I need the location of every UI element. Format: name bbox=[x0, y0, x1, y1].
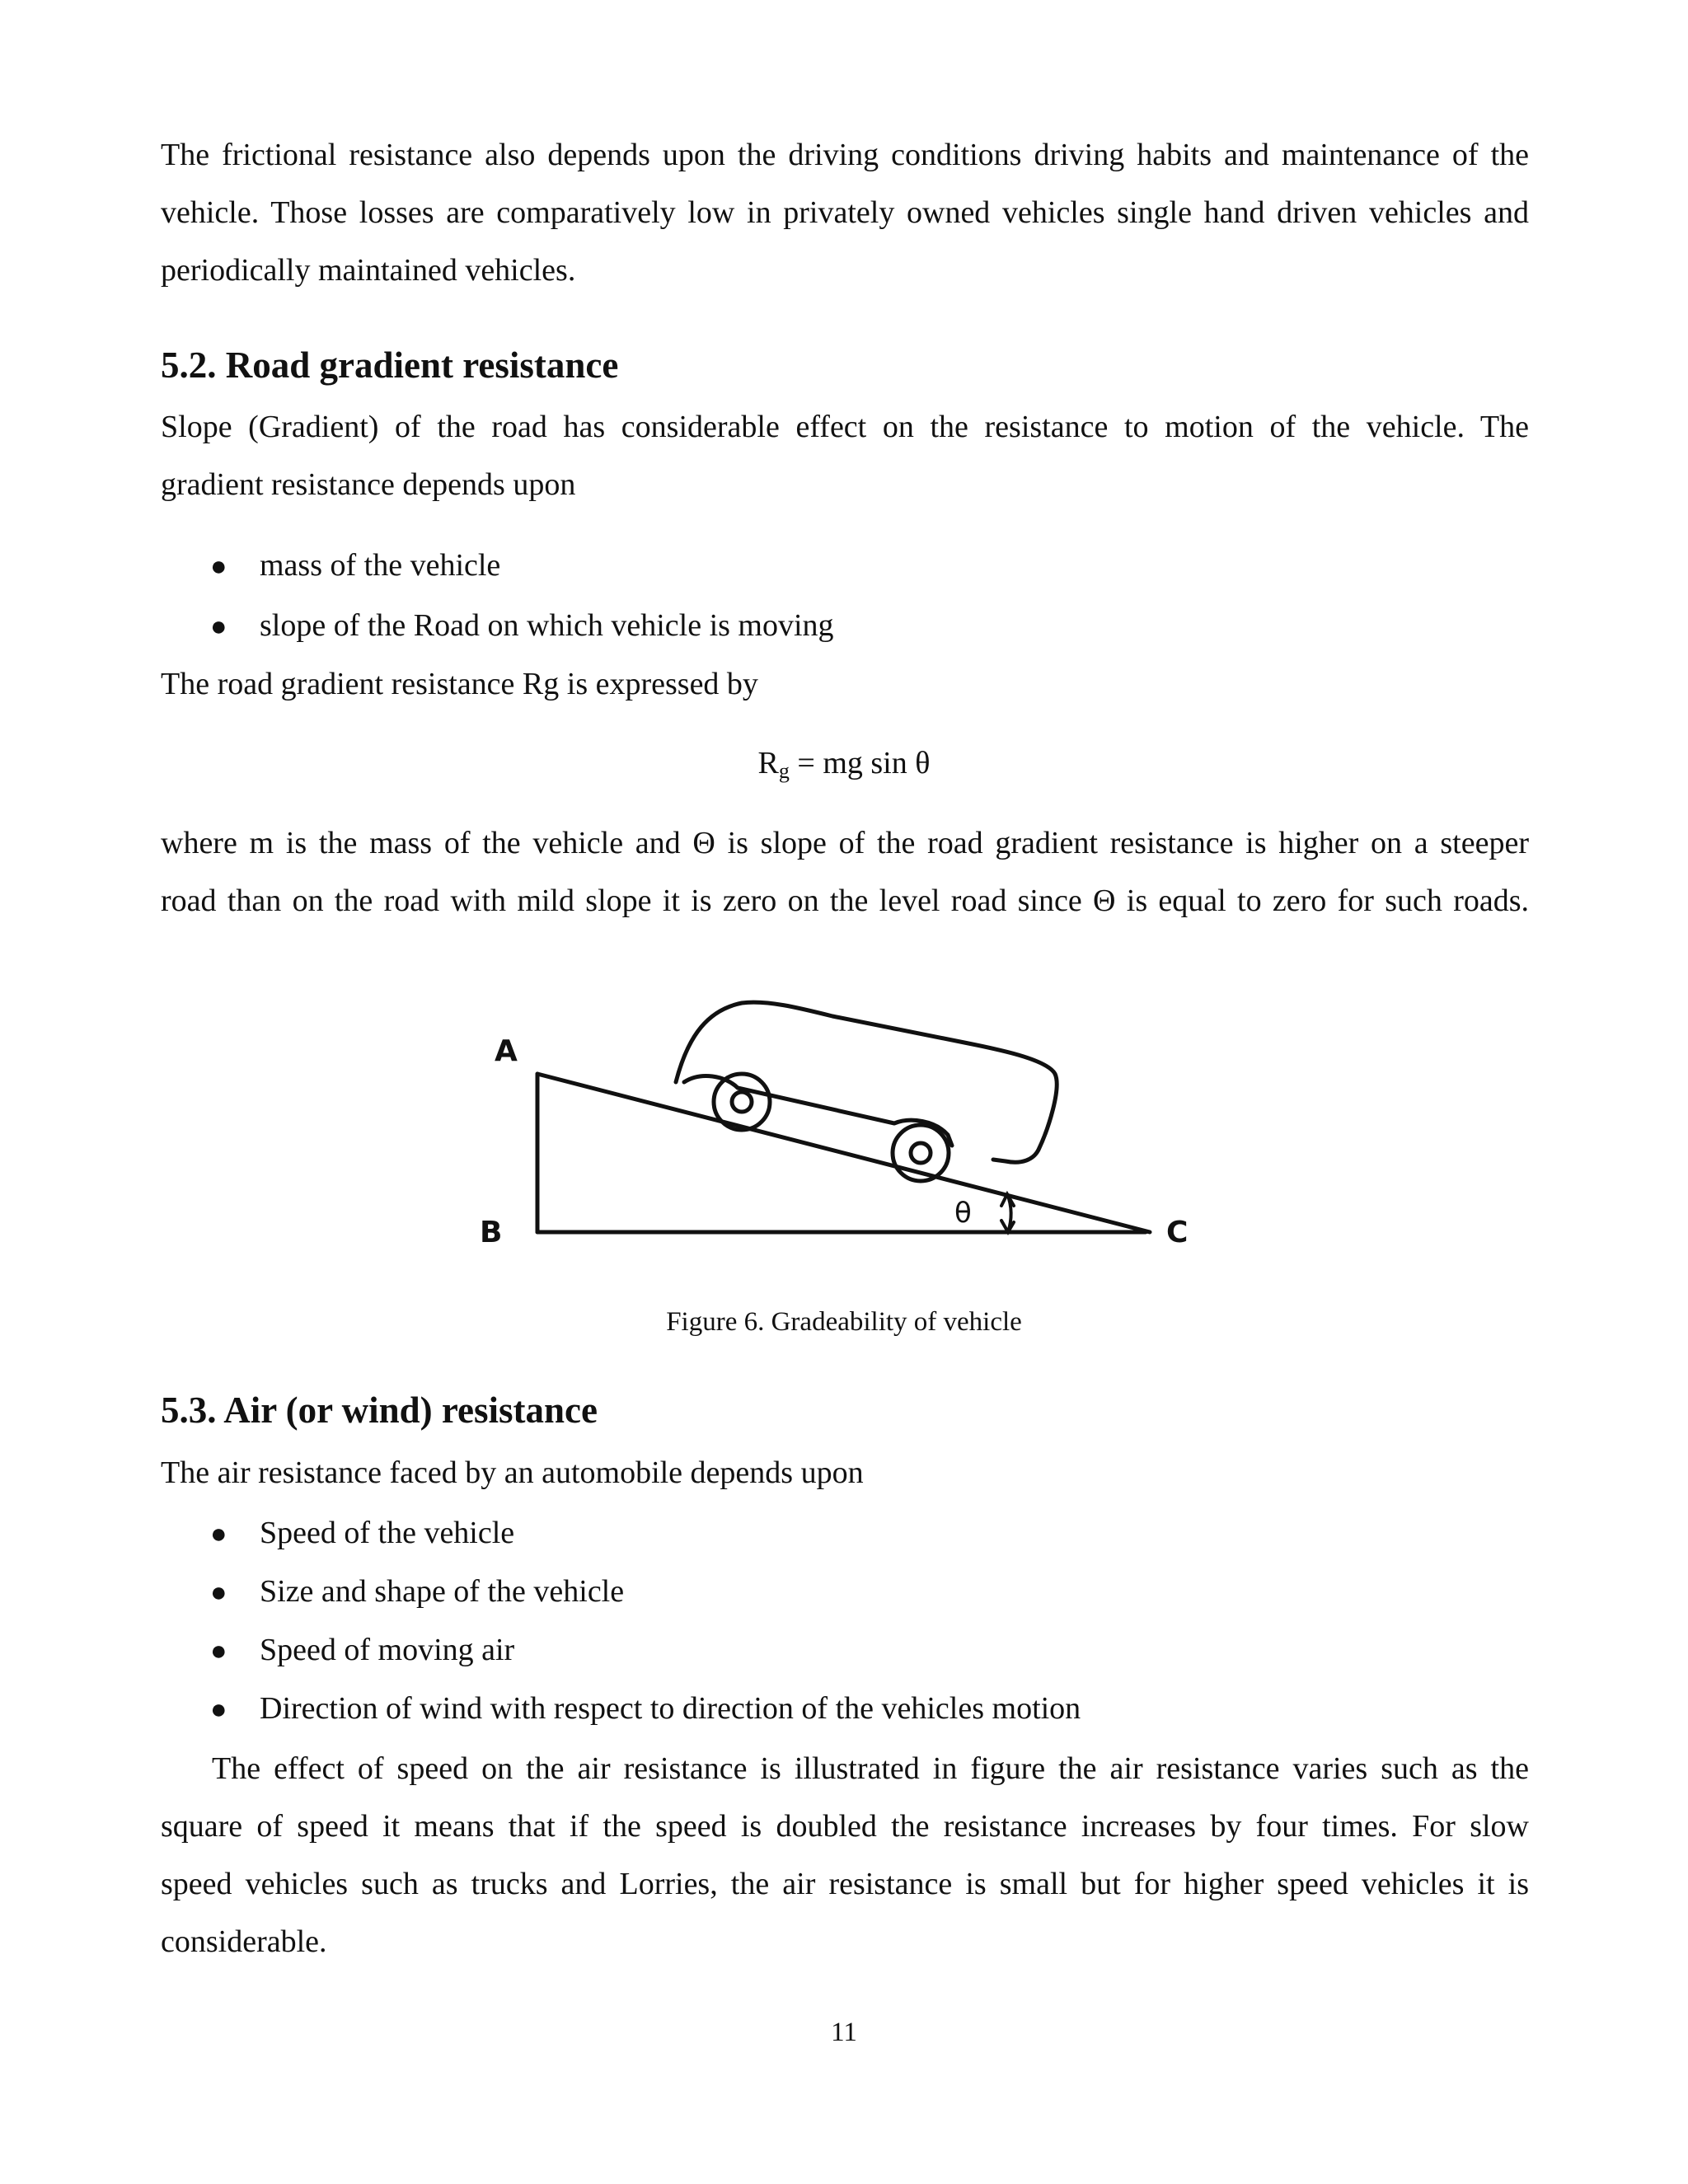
label-b: B bbox=[480, 1216, 503, 1249]
air-line-2: square of speed it means that if the speed is doubled the resistance increases by four times. For slow bbox=[161, 1809, 1529, 1844]
label-c: C bbox=[1166, 1216, 1189, 1249]
list-item: ● Size and shape of the vehicle bbox=[210, 1570, 624, 1615]
label-a: A bbox=[495, 1034, 518, 1068]
bullet-icon: ● bbox=[210, 1519, 227, 1549]
label-theta: θ bbox=[954, 1197, 972, 1230]
angle-arc bbox=[1001, 1194, 1014, 1232]
list-item: ● Speed of moving air bbox=[210, 1629, 514, 1673]
air-line-1: The effect of speed on the air resistance is illustrated in figure the air resistance varies such as the bbox=[212, 1751, 1529, 1786]
air-resistance-paragraph bbox=[161, 1740, 1529, 1971]
figure-caption: Figure 6. Gradeability of vehicle bbox=[666, 1307, 1022, 1337]
gradient-resistance-formula: $R_g$ = mg sin θ bbox=[757, 746, 931, 783]
intro-line-3: periodically maintained vehicles. bbox=[161, 253, 576, 288]
list-item: ● slope of the Road on which vehicle is moving bbox=[210, 604, 834, 649]
intro-line-1: The frictional resistance also depends upon the driving conditions driving habits and maintenance of the bbox=[161, 138, 1529, 172]
list-item: ● Speed of the vehicle bbox=[210, 1511, 514, 1556]
road-gradient-paragraph bbox=[161, 398, 1529, 513]
vehicle-icon bbox=[676, 1002, 1057, 1181]
air-resistance-intro: The air resistance faced by an automobile depends upon bbox=[161, 1455, 864, 1490]
gradeability-figure bbox=[462, 985, 1236, 1273]
where-line-1: where m is the mass of the vehicle and Θ is slope of the road gradient resistance is higher on a steeper bbox=[161, 826, 1529, 860]
section-heading-road-gradient: 5.2. Road gradient resistance bbox=[161, 344, 619, 386]
road-gradient-line-1: Slope (Gradient) of the road has considerable effect on the resistance to motion of the vehicle. The bbox=[161, 410, 1529, 444]
expression-intro: The road gradient resistance Rg is expressed by bbox=[161, 667, 758, 701]
bullet-icon: ● bbox=[210, 551, 227, 582]
bullet-icon: ● bbox=[210, 1636, 227, 1666]
page-number: 11 bbox=[831, 2018, 857, 2047]
incline-triangle bbox=[537, 1074, 1150, 1232]
bullet-icon: ● bbox=[210, 612, 227, 642]
intro-line-2: vehicle. Those losses are comparatively low in privately owned vehicles single hand driven vehicles and bbox=[161, 195, 1529, 230]
bullet-icon: ● bbox=[210, 1694, 227, 1725]
bullet-icon: ● bbox=[210, 1577, 227, 1608]
section-heading-air-resistance: 5.3. Air (or wind) resistance bbox=[161, 1390, 598, 1431]
air-line-3: speed vehicles such as trucks and Lorries, the air resistance is small but for higher speed vehicles it is bbox=[161, 1867, 1529, 1901]
where-paragraph bbox=[161, 814, 1529, 930]
hypotenuse-ac bbox=[537, 1074, 1150, 1232]
list-item: ● Direction of wind with respect to direction of the vehicles motion bbox=[210, 1687, 1081, 1732]
where-line-2: road than on the road with mild slope it is zero on the level road since Θ is equal to zero for such roads. bbox=[161, 883, 1529, 918]
list-item: ● mass of the vehicle bbox=[210, 544, 500, 588]
air-line-4: considerable. bbox=[161, 1924, 327, 1959]
intro-paragraph bbox=[161, 126, 1529, 299]
road-gradient-line-2: gradient resistance depends upon bbox=[161, 467, 576, 502]
